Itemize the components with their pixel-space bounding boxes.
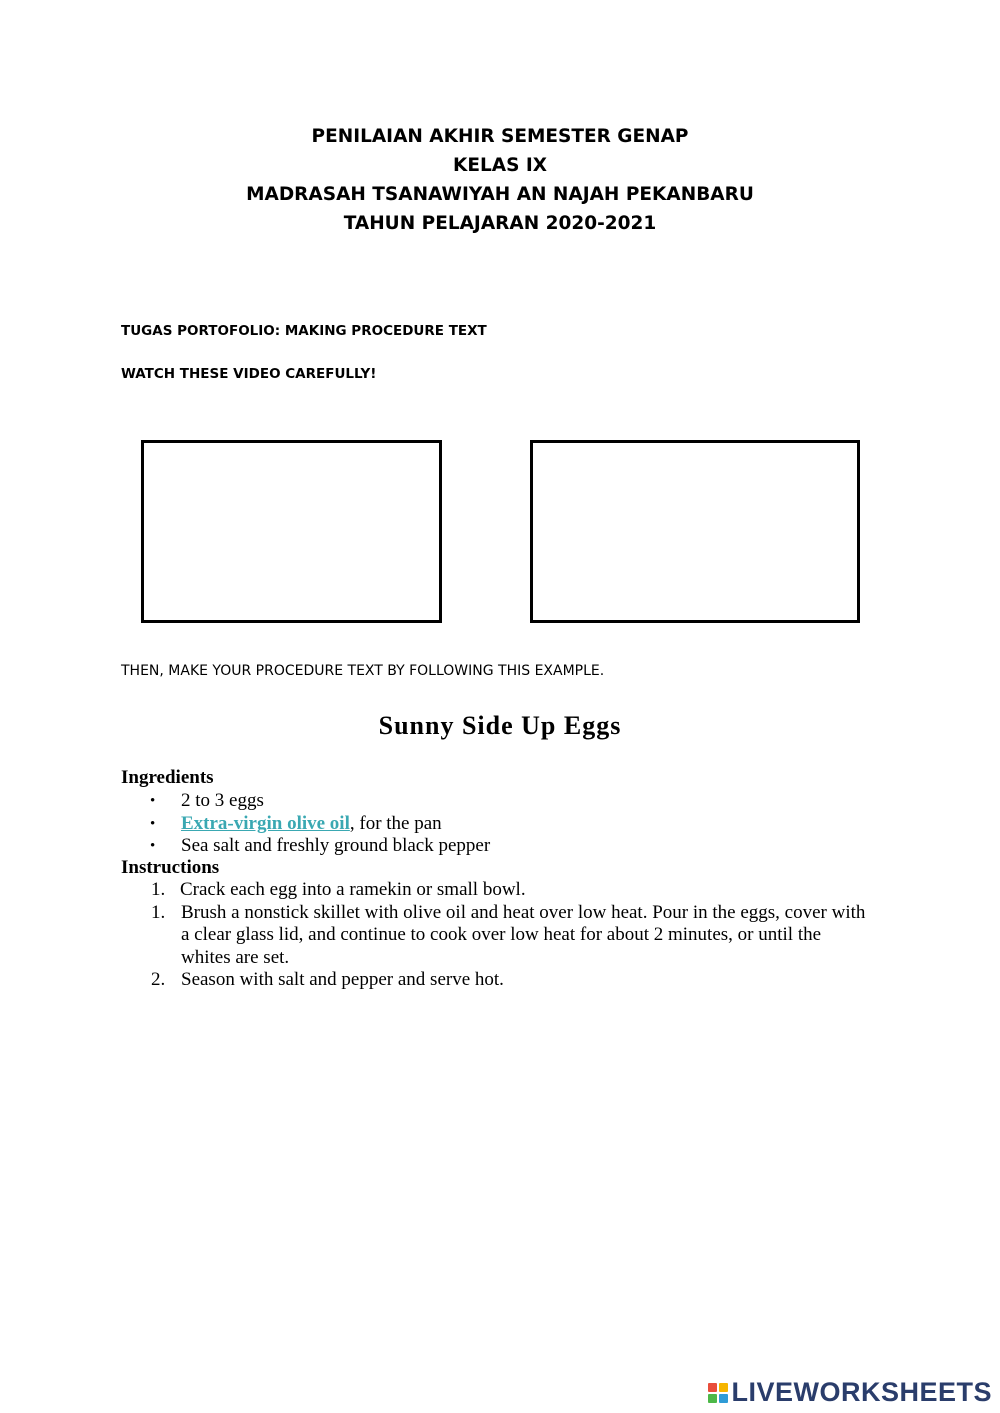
logo-text: LIVEWORKSHEETS bbox=[731, 1377, 992, 1407]
olive-oil-link[interactable]: Extra-virgin olive oil bbox=[181, 812, 350, 834]
ingredient-text: 2 to 3 eggs bbox=[181, 790, 264, 811]
step-text: Season with salt and pepper and serve hot. bbox=[181, 969, 504, 990]
video-embed-2[interactable] bbox=[530, 440, 860, 623]
header-class: KELAS IX bbox=[453, 155, 547, 176]
list-item bbox=[150, 813, 490, 836]
step-text: Crack each egg into a ramekin or small bowl. bbox=[180, 879, 526, 900]
step-number: 2. bbox=[151, 969, 166, 990]
watch-instruction: WATCH THESE VIDEO CAREFULLY! bbox=[121, 366, 377, 382]
step-text: Brush a nonstick skillet with olive oil and heat over low heat. Pour in the eggs, cover with a clear glass lid, and continue to cook over low heat for about 2 minutes, or until the whites are set. bbox=[181, 901, 866, 968]
list-item bbox=[150, 879, 870, 902]
instructions-list bbox=[150, 879, 870, 992]
ingredient-text: , for the pan bbox=[349, 812, 442, 834]
header-year: TAHUN PELAJARAN 2020-2021 bbox=[343, 213, 657, 234]
list-item bbox=[150, 902, 870, 970]
ingredient-text: Sea salt and freshly ground black pepper bbox=[181, 835, 491, 856]
bullet-icon: • bbox=[150, 838, 156, 854]
liveworksheets-logo bbox=[708, 1377, 992, 1408]
step-number: 1. bbox=[151, 901, 166, 923]
worksheet-header bbox=[0, 122, 1000, 238]
recipe-title: Sunny Side Up Eggs bbox=[378, 711, 622, 740]
list-item bbox=[150, 790, 490, 813]
liveworksheets-logo-icon bbox=[708, 1383, 728, 1403]
portfolio-task-label: TUGAS PORTOFOLIO: MAKING PROCEDURE TEXT bbox=[121, 323, 487, 339]
instructions-heading: Instructions bbox=[121, 857, 220, 878]
header-school: MADRASAH TSANAWIYAH AN NAJAH PEKANBARU bbox=[246, 184, 754, 205]
step-number: 1. bbox=[151, 879, 166, 900]
bullet-icon: • bbox=[150, 815, 156, 832]
bullet-icon: • bbox=[150, 793, 156, 809]
example-instruction: THEN, MAKE YOUR PROCEDURE TEXT BY FOLLOWING THIS EXAMPLE. bbox=[121, 663, 605, 679]
ingredients-list bbox=[150, 790, 490, 858]
list-item bbox=[150, 969, 870, 992]
video-embed-1[interactable] bbox=[141, 440, 442, 623]
ingredients-heading: Ingredients bbox=[121, 767, 214, 788]
list-item bbox=[150, 835, 490, 858]
header-exam-title: PENILAIAN AKHIR SEMESTER GENAP bbox=[311, 126, 689, 147]
